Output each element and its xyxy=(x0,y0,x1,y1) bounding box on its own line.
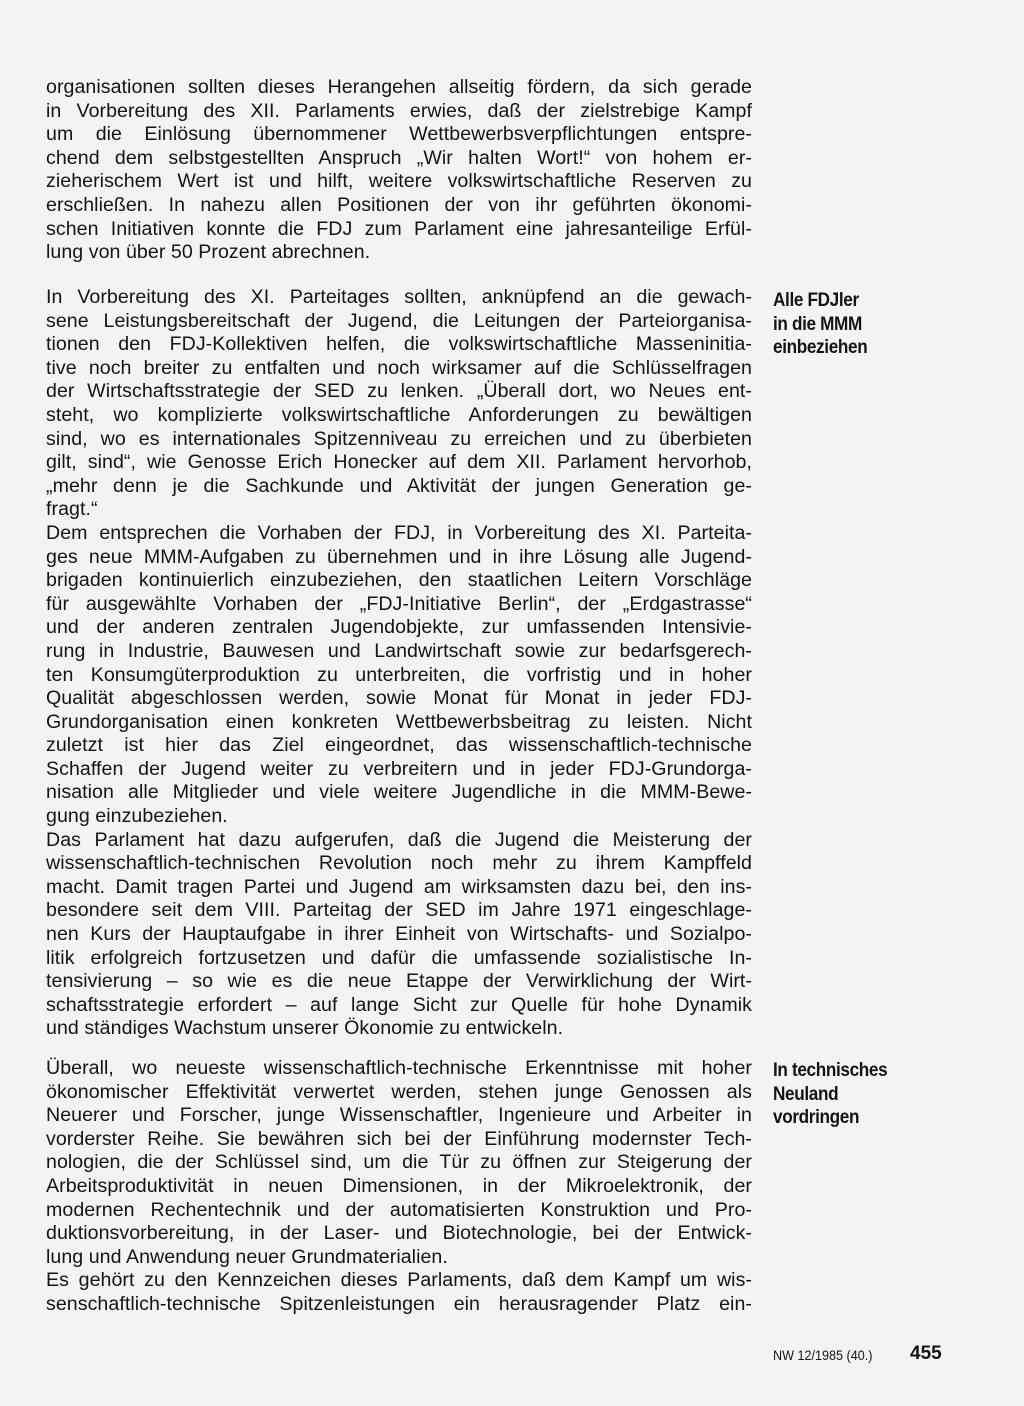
text-line: nen Kurs der Hauptaufgabe in ihrer Einheit von Wirtschafts- und Sozialpo- xyxy=(46,923,752,946)
text-line: lung und Anwendung neuer Grundmaterialien. xyxy=(46,1245,448,1268)
margin-heading-neuland xyxy=(773,1059,923,1130)
text-line: lung von über 50 Prozent abrechnen. xyxy=(46,241,371,264)
text-line: und der anderen zentralen Jugendobjekte, zur umfassenden Intensivie- xyxy=(46,616,752,639)
text-line: erschließen. In nahezu allen Positionen der von ihr geführten ökonomi- xyxy=(46,193,752,216)
text-line: brigaden kontinuierlich einzubeziehen, den staatlichen Leitern Vorschläge xyxy=(46,569,752,592)
text-line: Neuerer und Forscher, junge Wissenschaftler, Ingenieure und Arbeiter in xyxy=(46,1104,752,1127)
text-line: wissenschaftlich-technischen Revolution noch mehr zu ihrem Kampffeld xyxy=(46,852,752,875)
text-line: tive noch breiter zu entfalten und noch wirksamer auf die Schlüsselfragen xyxy=(46,356,752,379)
text-line: schen Initiativen konnte die FDJ zum Parlament eine jahresanteilige Erfül- xyxy=(46,217,752,240)
margin-heading-line: vordringen xyxy=(773,1106,860,1129)
text-line: modernen Rechentechnik und der automatisierten Konstruktion und Pro- xyxy=(46,1198,752,1221)
text-line: sene Leistungsbereitschaft der Jugend, die Leitungen der Parteiorganisa- xyxy=(46,309,752,332)
text-line: gilt, sind“, wie Genosse Erich Honecker auf dem XII. Parlament hervorhob, xyxy=(46,451,752,474)
text-line: Qualität abgeschlossen werden, sowie Monat für Monat in jeder FDJ- xyxy=(46,687,752,710)
text-line: tionen den FDJ-Kollektiven helfen, die volkswirtschaftliche Masseninitia- xyxy=(46,333,752,356)
text-line: litik erfolgreich fortzusetzen und dafür die umfassende sozialistische In- xyxy=(46,946,752,969)
text-line: Grundorganisation einen konkreten Wettbewerbsbeitrag zu leisten. Nicht xyxy=(46,710,752,733)
text-line: organisationen sollten dieses Herangehen allseitig fördern, da sich gerade xyxy=(46,76,752,98)
text-line: In Vorbereitung des XI. Parteitages sollten, anknüpfend an die gewach- xyxy=(46,286,752,308)
text-line: für ausgewählte Vorhaben der „FDJ-Initiative Berlin“, der „Erdgastrasse“ xyxy=(46,592,752,615)
text-line: sind, wo es internationales Spitzenniveau zu erreichen und zu überbieten xyxy=(46,427,752,450)
text-line: duktionsvorbereitung, in der Laser- und Biotechnologie, bei der Entwick- xyxy=(46,1222,752,1245)
text-line: und ständiges Wachstum unserer Ökonomie zu entwickeln. xyxy=(46,1017,564,1040)
text-line: der Wirtschaftsstrategie der SED zu lenken. „Überall dort, wo Neues ent- xyxy=(46,380,752,403)
paragraph-2 xyxy=(46,286,752,1041)
text-line: zieherischem Wert ist und hilft, weitere volkswirtschaftliche Reserven zu xyxy=(46,170,752,193)
text-line: um die Einlösung übernommener Wettbewerbsverpflichtungen entspre- xyxy=(46,123,752,146)
text-line: vorderster Reihe. Sie bewähren sich bei der Einführung modernster Tech- xyxy=(46,1127,752,1150)
paragraph-1 xyxy=(46,76,752,265)
text-line: Es gehört zu den Kennzeichen dieses Parlaments, daß dem Kampf um wis- xyxy=(46,1269,752,1292)
text-line: schaftsstrategie erfordert – auf lange Sicht zur Quelle für hohe Dynamik xyxy=(46,993,752,1016)
text-line: macht. Damit tragen Partei und Jugend am wirksamsten dazu bei, den ins- xyxy=(46,875,752,898)
text-line: Überall, wo neueste wissenschaftlich-technische Erkenntnisse mit hoher xyxy=(46,1057,752,1079)
text-line: Schaffen der Jugend weiter zu verbreitern und in jeder FDJ-Grundorga- xyxy=(46,757,752,780)
text-line: Das Parlament hat dazu aufgerufen, daß die Jugend die Meisterung der xyxy=(46,828,752,851)
text-line: in Vorbereitung des XII. Parlaments erwies, daß der zielstrebige Kampf xyxy=(46,99,752,122)
text-line: „mehr denn je die Sachkunde und Aktivität der jungen Generation ge- xyxy=(46,474,752,497)
issue-reference: NW 12/1985 (40.) xyxy=(773,1347,873,1363)
margin-heading-line: in die MMM xyxy=(773,312,862,335)
page-number: 455 xyxy=(910,1343,942,1364)
text-line: gung einzubeziehen. xyxy=(46,805,228,828)
text-line: fragt.“ xyxy=(46,498,98,521)
margin-heading-line: In technisches xyxy=(773,1059,888,1081)
text-line: rung in Industrie, Bauwesen und Landwirtschaft sowie zur bedarfsgerech- xyxy=(46,639,752,662)
margin-heading-line: Alle FDJler xyxy=(773,289,859,311)
text-line: tensivierung – so wie es die neue Etappe der Verwirklichung der Wirt- xyxy=(46,970,752,993)
text-line: besondere seit dem VIII. Parteitag der SED im Jahre 1971 eingeschlage- xyxy=(46,899,752,922)
text-line: ten Konsumgüterproduktion zu unterbreiten, die vorfristig und in hoher xyxy=(46,663,752,686)
text-line: zuletzt ist hier das Ziel eingeordnet, das wissenschaftlich-technische xyxy=(46,734,752,757)
margin-heading-mmm xyxy=(773,289,923,360)
text-line: nisation alle Mitglieder und viele weitere Jugendliche in die MMM-Bewe- xyxy=(46,781,752,804)
text-line: Arbeitsproduktivität in neuen Dimensionen, in der Mikroelektronik, der xyxy=(46,1174,752,1197)
margin-heading-line: einbeziehen xyxy=(773,336,868,359)
text-line: senschaftlich-technische Spitzenleistungen ein herausragender Platz ein- xyxy=(46,1292,752,1315)
text-line: ges neue MMM-Aufgaben zu übernehmen und in ihre Lösung alle Jugend- xyxy=(46,545,752,568)
margin-heading-line: Neuland xyxy=(773,1082,839,1105)
text-line: steht, wo komplizierte volkswirtschaftliche Anforderungen zu bewältigen xyxy=(46,403,752,426)
text-line: nologien, die der Schlüssel sind, um die Tür zu öffnen zur Steigerung der xyxy=(46,1151,752,1174)
paragraph-3 xyxy=(46,1057,752,1317)
text-line: chend dem selbstgestellten Anspruch „Wir halten Wort!“ von hohem er- xyxy=(46,146,752,169)
text-line: Dem entsprechen die Vorhaben der FDJ, in Vorbereitung des XI. Parteita- xyxy=(46,521,752,544)
text-line: ökonomischer Effektivität verwertet werden, stehen junge Genossen als xyxy=(46,1080,752,1103)
